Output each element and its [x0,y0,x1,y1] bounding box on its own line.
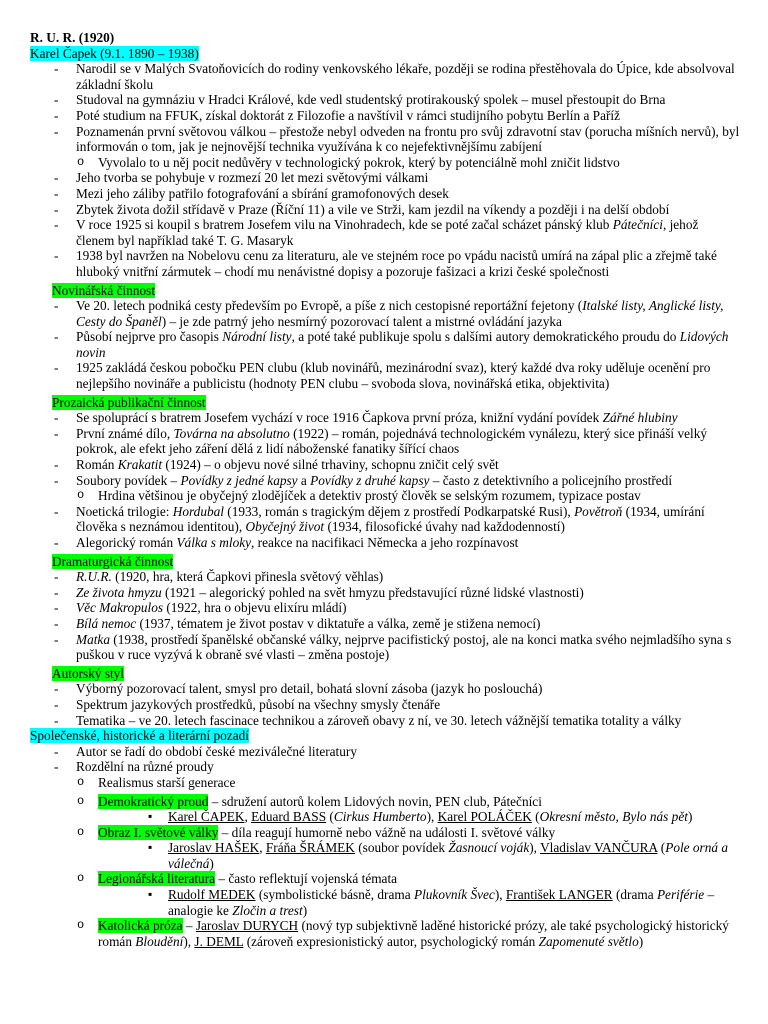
text: , a poté také publikuje spolu s dalšími autory demokratického proudu do [291,329,680,345]
section-heading-prose: Prozaická publikační činnost [52,394,206,410]
text: ), [426,809,438,825]
text: – sdružení autorů kolem Lidových novin, PEN club, Pátečníci [208,793,542,809]
section-heading-style: Autorský styl [52,665,125,681]
list-item: - Mezi jeho záliby patřilo fotografování a sbírání gramofonových desek [30,186,740,202]
text: ) [302,902,308,918]
list-item [30,504,740,535]
work-title: Periférie [656,887,705,903]
list-item: - Rozdělní na různé proudy [30,759,740,775]
text: ( [326,809,334,825]
author-heading: Karel Čapek (9.1. 1890 – 1938) [30,45,199,61]
text: , reakce na nacifikaci Německa a jeho rozpínavost [251,535,519,550]
text: (nový typ subjektivně laděné historické prózy, ale také psychologický historický román [98,918,729,949]
author-name: Jaroslav HAŠEK [168,840,260,856]
work-title: Krakatit [117,457,163,473]
text: Ve 20. letech podniká cesty především po Evropě, a píše z nich cestopisné reportážní fejetony ( [76,298,583,314]
list-item [30,329,740,360]
list-subitem [30,794,740,810]
list-item: - Zbytek života dožil střídavě v Praze (Říční 11) a vile ve Strži, kam jezdil na víkendy a později i na delší období [30,202,740,218]
work-title: Povídky z druhé kapsy [310,472,430,488]
text: (soubor povídek [354,840,449,856]
text: a [297,472,311,488]
text: Působí nejprve pro časopis [76,329,223,345]
list-item [30,298,740,329]
text: (symbolistické básně, drama [255,887,414,903]
work-title: Zářné hlubiny [602,410,678,426]
text: (1937, tématem je život postav v diktatuře a válka, země je stižena nemocí) [136,615,541,631]
list-item [30,632,740,663]
text: (1934, filosofické úvahy nad každodenností) [324,519,565,535]
text: (1922) – román, pojednává technologickém vynálezu, který sice přináší velký pokrok, ale efekt jeho záření dělá z lidí náboženské fanatiky šířící chaos [76,425,707,457]
text: (1933, román s tragickým dějem z prostředí Podkarpatské Rusi), [223,503,575,519]
text: (1921 – alegorický pohled na svět hmyzu představující různé lidské vlastnosti) [161,584,584,600]
text: První známé dílo, [76,425,174,441]
list-item: - Tematika – ve 20. letech fascinace technikou a zároveň obavy z ní, ve 30. letech vážnější tematika totality a války [30,713,740,729]
author-name: Karel ČAPEK [168,809,245,825]
list-item: - Poté studium na FFUK, získal doktorát z Filozofie a navštívil v rámci studijního pobytu Berlín a Paříž [30,108,740,124]
section-heading-context: Společenské, historické a literární pozadí [30,728,249,744]
list-item: - Studoval na gymnáziu v Hradci Králové, kde vedl studentský protirakouský spolek – musel přestoupit do Brna [30,92,740,108]
list-item [30,600,740,616]
author-name: Karel POLÁČEK [437,809,532,825]
list-item [30,217,740,248]
current-label: Katolická próza [98,918,183,934]
text: Soubory povídek – [76,472,181,488]
text: ), [183,933,195,949]
text: (1922, hra o objevu elixíru mládí) [163,600,347,616]
work-title: R.U.R. [76,569,112,585]
list-item: - Spektrum jazykových prostředků, působí na všechny smysly čtenáře [30,697,740,713]
list-item [30,569,740,585]
list-subitem: o Vyvolalo to u něj pocit nedůvěry v technologický pokrok, který by potenciálně mohl zničit lidstvo [30,155,740,171]
list-subsubitem [30,887,740,918]
work-title: Cirkus Humberto [333,809,427,825]
current-label: Demokratický proud [98,793,209,809]
text: ( [657,840,666,856]
list-subitem: o Realismus starší generace [30,775,740,791]
work-title: Národní listy [222,329,292,345]
work-title: Ze života hmyzu [76,584,162,600]
work-title: Továrna na absolutno [173,425,290,441]
list-item: - Jeho tvorba se pohybuje v rozmezí 20 let mezi světovými válkami [30,170,740,186]
list-item [30,535,740,551]
work-title: Válka s mloky [176,535,252,550]
text: ( [531,809,540,825]
list-item: - 1938 byl navržen na Nobelovu cenu za literaturu, ale ve stejném roce po vpádu nacistů umírá na zápal plic a zřejmě také hluboký vnitřní zármutek – chodí mu nenávistné dopisy a pozoruje fašizaci a krizi české společnosti [30,248,740,279]
club-name: Pátečníci [612,217,663,233]
text: ), [529,840,541,856]
list-item [30,457,740,473]
text: – [182,918,196,934]
text: ), [494,887,506,903]
list-item: - Poznamenán první světovou válkou – přestože nebyl odveden na frontu pro svůj zdravotní stav (porucha míšních nervů), byl informován o tom, jak je nejnovější technika využívána k co nejefektivnějšímu zabíjení [30,124,740,155]
work-title: Povětroň [574,503,623,519]
list-item [30,616,740,632]
text: (zároveň expresionistický autor, psychologický román [243,933,539,949]
author-name: J. DEML [194,933,244,949]
section-heading-drama: Dramaturgická činnost [52,553,174,569]
drama-list [30,569,740,663]
text: ) [687,809,693,825]
list-subsubitem [30,809,740,825]
text: – analogie ke [168,887,715,918]
list-item [30,426,740,457]
work-title: Povídky z jedné kapsy [180,472,298,488]
list-subitem [30,825,740,841]
list-item: - 1925 zakládá českou pobočku PEN clubu (klub novinářů, mezinárodní svaz), který každé dva roky uděluje ocenění pro nejlepšího novináře a publicistu (hodnoty PEN clubu – svoboda slova, novinářská etika, objektivita) [30,360,740,391]
journalism-list [30,298,740,392]
work-title: Zapomenuté světlo [538,933,639,949]
text: , [259,840,266,856]
text: Noetická trilogie: [76,503,173,519]
list-item: - Autor se řadí do období české meziválečné literatury [30,744,740,760]
text: , jehož členem byl například také T. G. Masaryk [76,217,699,248]
work-title: Bloudění [135,933,184,949]
author-name: Jaroslav DURYCH [195,918,299,934]
text: (drama [612,887,657,903]
text: – často z detektivního a policejního prostředí [429,472,673,488]
text: (1934, umírání člověka s neznámou identitou), [76,503,705,535]
current-label: Legionářská literatura [98,871,216,887]
work-title: Bílá nemoc [76,615,137,631]
text: – díla reagují humorně nebo vážně na události I. světové války [218,824,556,840]
work-title: Zločin a trest [232,902,303,918]
text: ) [638,933,644,949]
author-name: František LANGER [505,887,613,903]
list-item: - Výborný pozorovací talent, smysl pro detail, bohatá slovní zásoba (jazyk ho poslouchá) [30,681,740,697]
section-heading-journalism: Novinářská činnost [52,282,156,298]
style-list [30,681,740,728]
work-title: Věc Makropulos [76,600,164,616]
list-item: - Narodil se v Malých Svatoňovicích do rodiny venkovského lékaře, později se rodina přestěhovala do Úpice, kde absolvoval základní školu [30,61,740,92]
work-title: Lidových novin [76,329,729,360]
text: (1924) – o objevu nové silné trhaviny, schopnu zničit celý svět [162,457,499,473]
current-label: Obraz I. světové války [98,824,219,840]
document-title: R. U. R. (1920) [30,30,115,45]
text: (1938, prostředí španělské občanské války, nejprve pacifistický postoj, ale na konci matka svého nejmladšího syna s puškou v ruce vyzývá k obraně své vlasti – změna postoje) [76,631,732,663]
text: (1920, hra, která Čapkovi přinesla světový věhlas) [111,569,384,585]
text: ) [209,855,214,871]
text: Se spoluprácí s bratrem Josefem vychází v roce 1916 Čapkova první próza, knižní vydání povídek [76,410,603,426]
context-list [30,744,740,950]
work-title: Okresní město, Bylo nás pět [539,809,688,825]
work-title: Obyčejný život [245,519,325,535]
list-subsubitem [30,840,740,871]
work-title: Pole orná a válečná [168,840,728,871]
list-subitem: o Hrdina většinou je obyčejný zlodějíček a detektiv prostý člověk se selským rozumem, typizace postav [30,488,740,504]
author-name: Rudolf MEDEK [168,887,256,903]
text: ) – je zde patrný jeho nesmírný pozorovací talent a mistrné ovládání jazyka [161,313,562,329]
work-title: Plukovník Švec [413,887,495,903]
list-item [30,585,740,601]
list-subitem [30,871,740,887]
text: Alegorický román [76,535,177,550]
list-item [30,473,740,489]
text: , [244,809,252,825]
author-name: Vladislav VANČURA [540,840,658,856]
list-subitem [30,918,740,949]
author-name: Fráňa ŠRÁMEK [265,840,355,856]
bio-list [30,61,740,279]
work-title: Žasnoucí voják [448,840,530,856]
work-title: Italské listy, Anglické listy, Cesty do Španěl [76,298,724,329]
work-title: Matka [76,631,110,647]
text: Román [76,457,118,473]
work-title: Hordubal [172,503,224,519]
text: – často reflektují vojenská témata [215,871,398,887]
text: V roce 1925 si koupil s bratrem Josefem vilu na Vinohradech, kde se poté začal scházet pánský klub [76,217,613,233]
author-name: Eduard BASS [251,809,327,825]
list-item [30,410,740,426]
prose-list [30,410,740,550]
